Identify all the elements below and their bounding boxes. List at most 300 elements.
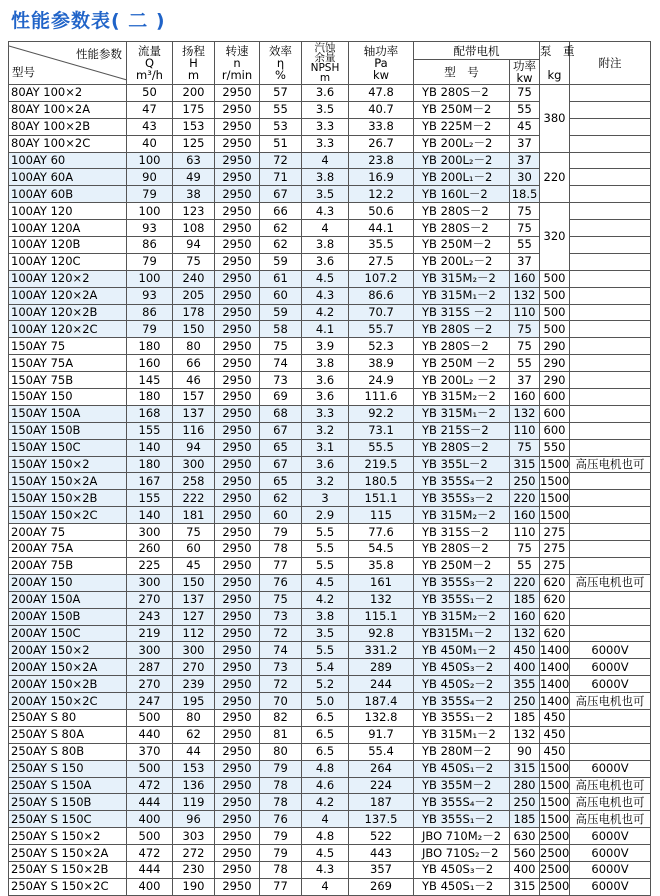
cell-n: 2950 <box>215 743 260 760</box>
cell-motor-model: YB 315M₂－2 <box>414 270 510 287</box>
cell-h: 195 <box>173 693 215 710</box>
cell-note: 6000V <box>570 861 651 878</box>
cell-h: 270 <box>173 659 215 676</box>
cell-q: 444 <box>127 794 173 811</box>
cell-weight: 1500 <box>540 761 570 776</box>
cell-motor-kw: 132 <box>510 287 540 304</box>
cell-n: 2950 <box>215 642 260 659</box>
cell-note <box>570 541 651 558</box>
cell-eta: 73 <box>260 372 302 389</box>
cell-model: 200AY 150×2B <box>9 676 127 693</box>
cell-n: 2950 <box>215 608 260 625</box>
table-row <box>9 287 651 304</box>
cell-motor-kw: 55 <box>510 237 540 254</box>
cell-npsh: 4.6 <box>302 777 349 794</box>
cell-n: 2950 <box>215 777 260 794</box>
cell-pa: 44.1 <box>349 220 414 237</box>
header-efficiency: 效率 η % <box>260 42 302 85</box>
cell-h: 80 <box>173 709 215 726</box>
cell-eta: 59 <box>260 253 302 270</box>
cell-model: 150AY 150×2C <box>9 507 127 524</box>
cell-weight: 2500 <box>540 828 570 843</box>
cell-motor-model: JBO 710M₂－2 <box>414 828 510 845</box>
cell-npsh: 4.1 <box>302 321 349 338</box>
cell-q: 180 <box>127 389 173 406</box>
cell-motor-kw: 315 <box>510 456 540 473</box>
table-row <box>9 845 651 862</box>
cell-pa: 40.7 <box>349 101 414 118</box>
header-note: 附注 <box>570 42 651 85</box>
cell-pa: 264 <box>349 760 414 777</box>
cell-h: 45 <box>173 557 215 574</box>
cell-eta: 81 <box>260 726 302 743</box>
cell-weight: 275 <box>540 524 570 541</box>
cell-motor-model: YB 315M₁－2 <box>414 726 510 743</box>
cell-motor-model: YB 450S₁－2 <box>414 878 510 895</box>
header-flow: 流量 Q m³/h <box>127 42 173 85</box>
cell-q: 40 <box>127 135 173 152</box>
cell-pa: 269 <box>349 878 414 895</box>
cell-h: 96 <box>173 811 215 828</box>
cell-npsh: 5.5 <box>302 557 349 574</box>
cell-eta: 72 <box>260 676 302 693</box>
cell-model: 80AY 100×2 <box>9 85 127 102</box>
cell-n: 2950 <box>215 507 260 524</box>
cell-npsh: 4.5 <box>302 574 349 591</box>
cell-eta: 60 <box>260 287 302 304</box>
page-title: 性能参数表( 二 ) <box>11 10 166 32</box>
cell-h: 112 <box>173 625 215 642</box>
cell-weight: 450 <box>540 743 570 760</box>
cell-pa: 92.8 <box>349 625 414 642</box>
cell-q: 50 <box>127 85 173 102</box>
cell-pa: 33.8 <box>349 118 414 135</box>
cell-note <box>570 203 651 220</box>
cell-n: 2950 <box>215 541 260 558</box>
cell-q: 79 <box>127 253 173 270</box>
table-row <box>9 861 651 878</box>
cell-motor-kw: 315 <box>510 878 540 895</box>
cell-q: 472 <box>127 845 173 862</box>
cell-q: 500 <box>127 828 173 845</box>
cell-npsh: 5.4 <box>302 659 349 676</box>
cell-motor-kw: 185 <box>510 591 540 608</box>
cell-eta: 79 <box>260 760 302 777</box>
cell-weight: 290 <box>540 355 570 372</box>
cell-weight: 1500 <box>540 473 570 488</box>
cell-q: 100 <box>127 270 173 287</box>
table-row <box>9 608 651 625</box>
cell-motor-model: YB 355L－2 <box>414 456 510 473</box>
cell-n: 2950 <box>215 237 260 254</box>
cell-motor-kw: 37 <box>510 253 540 270</box>
cell-npsh: 4.8 <box>302 828 349 845</box>
cell-eta: 79 <box>260 828 302 845</box>
cell-npsh: 4.5 <box>302 845 349 862</box>
cell-pa: 187 <box>349 794 414 811</box>
cell-eta: 65 <box>260 473 302 490</box>
cell-q: 260 <box>127 541 173 558</box>
cell-q: 79 <box>127 321 173 338</box>
cell-h: 240 <box>173 270 215 287</box>
cell-motor-kw: 55 <box>510 557 540 574</box>
cell-n: 2950 <box>215 338 260 355</box>
cell-pa: 132 <box>349 591 414 608</box>
cell-n: 2950 <box>215 135 260 152</box>
cell-n: 2950 <box>215 794 260 811</box>
cell-weight: 1400 <box>540 676 570 691</box>
cell-npsh: 4 <box>302 811 349 828</box>
cell-note: 6000V <box>570 845 651 862</box>
cell-pa: 86.6 <box>349 287 414 304</box>
table-row <box>9 389 651 406</box>
cell-pa: 132.8 <box>349 709 414 726</box>
cell-q: 180 <box>127 338 173 355</box>
cell-motor-kw: 560 <box>510 845 540 862</box>
cell-motor-kw: 250 <box>510 473 540 490</box>
cell-motor-kw: 315 <box>510 760 540 777</box>
cell-n: 2950 <box>215 878 260 895</box>
cell-motor-model: YB 250M－2 <box>414 101 510 118</box>
cell-n: 2950 <box>215 152 260 169</box>
cell-npsh: 3.6 <box>302 372 349 389</box>
cell-note <box>570 709 651 726</box>
cell-weight: 1500 <box>540 794 570 809</box>
cell-q: 400 <box>127 811 173 828</box>
cell-motor-kw: 55 <box>510 355 540 372</box>
cell-motor-kw: 30 <box>510 169 540 186</box>
cell-npsh: 3.2 <box>302 422 349 439</box>
cell-motor-kw: 75 <box>510 338 540 355</box>
cell-pa: 12.2 <box>349 186 414 203</box>
cell-n: 2950 <box>215 473 260 490</box>
cell-motor-model: YB 355S₄－2 <box>414 693 510 710</box>
cell-motor-kw: 45 <box>510 118 540 135</box>
table-row <box>9 372 651 389</box>
cell-q: 440 <box>127 726 173 743</box>
cell-motor-kw: 160 <box>510 507 540 524</box>
cell-motor-model: YB 355S₃－2 <box>414 574 510 591</box>
cell-motor-kw: 280 <box>510 777 540 794</box>
cell-weight: 500 <box>540 304 570 321</box>
cell-eta: 60 <box>260 507 302 524</box>
cell-motor-model: YB 160L－2 <box>414 186 510 203</box>
cell-pa: 219.5 <box>349 456 414 473</box>
cell-motor-kw: 160 <box>510 608 540 625</box>
cell-q: 300 <box>127 524 173 541</box>
cell-eta: 62 <box>260 237 302 254</box>
cell-eta: 71 <box>260 169 302 186</box>
cell-h: 123 <box>173 203 215 220</box>
cell-motor-model: YB 200L₂－2 <box>414 253 510 270</box>
cell-model: 100AY 60A <box>9 169 127 186</box>
cell-eta: 66 <box>260 203 302 220</box>
cell-note: 6000V <box>570 676 651 693</box>
cell-model: 200AY 150×2 <box>9 642 127 659</box>
cell-n: 2950 <box>215 304 260 321</box>
cell-note: 6000V <box>570 760 651 777</box>
table-row <box>9 676 651 693</box>
cell-note <box>570 405 651 422</box>
cell-n: 2950 <box>215 203 260 220</box>
header-pump-weight: 泵 重 kg <box>540 42 570 85</box>
cell-pa: 70.7 <box>349 304 414 321</box>
cell-h: 157 <box>173 389 215 406</box>
table-row <box>9 507 651 524</box>
cell-npsh: 3.8 <box>302 355 349 372</box>
cell-motor-kw: 75 <box>510 203 540 220</box>
cell-eta: 67 <box>260 186 302 203</box>
cell-weight: 275 <box>540 557 570 574</box>
table-row <box>9 642 651 659</box>
cell-eta: 79 <box>260 845 302 862</box>
cell-motor-kw: 75 <box>510 321 540 338</box>
cell-n: 2950 <box>215 287 260 304</box>
cell-motor-kw: 55 <box>510 101 540 118</box>
cell-pa: 161 <box>349 574 414 591</box>
cell-weight: 550 <box>540 439 570 456</box>
cell-npsh: 4.2 <box>302 304 349 321</box>
cell-npsh: 4.2 <box>302 794 349 811</box>
cell-model: 100AY 120B <box>9 237 127 254</box>
cell-weight: 1500 <box>540 457 570 472</box>
cell-model: 100AY 120A <box>9 220 127 237</box>
cell-n: 2950 <box>215 625 260 642</box>
cell-pa: 92.2 <box>349 405 414 422</box>
cell-n: 2950 <box>215 659 260 676</box>
cell-n: 2950 <box>215 85 260 102</box>
cell-pa: 357 <box>349 861 414 878</box>
cell-pa: 115 <box>349 507 414 524</box>
table-row <box>9 338 651 355</box>
cell-npsh: 4.3 <box>302 203 349 220</box>
cell-h: 175 <box>173 101 215 118</box>
table-row <box>9 321 651 338</box>
table-row <box>9 473 651 490</box>
cell-pa: 244 <box>349 676 414 693</box>
cell-eta: 51 <box>260 135 302 152</box>
table-row <box>9 709 651 726</box>
cell-n: 2950 <box>215 220 260 237</box>
cell-h: 66 <box>173 355 215 372</box>
cell-eta: 62 <box>260 220 302 237</box>
cell-motor-model: YB 315S－2 <box>414 524 510 541</box>
cell-note <box>570 439 651 456</box>
cell-model: 150AY 75B <box>9 372 127 389</box>
cell-q: 444 <box>127 861 173 878</box>
cell-weight: 450 <box>540 709 570 726</box>
cell-eta: 75 <box>260 338 302 355</box>
cell-eta: 76 <box>260 811 302 828</box>
header-perf-params: 性能参数 <box>76 47 122 61</box>
cell-h: 75 <box>173 253 215 270</box>
cell-pa: 35.8 <box>349 557 414 574</box>
cell-n: 2950 <box>215 169 260 186</box>
cell-weight: 290 <box>540 372 570 389</box>
cell-model: 150AY 150C <box>9 439 127 456</box>
cell-npsh: 2.9 <box>302 507 349 524</box>
cell-note <box>570 186 651 203</box>
cell-q: 100 <box>127 203 173 220</box>
cell-q: 219 <box>127 625 173 642</box>
cell-h: 119 <box>173 794 215 811</box>
cell-pa: 522 <box>349 828 414 845</box>
cell-n: 2950 <box>215 270 260 287</box>
cell-pa: 23.8 <box>349 152 414 169</box>
cell-weight: 600 <box>540 389 570 406</box>
cell-h: 137 <box>173 591 215 608</box>
cell-q: 500 <box>127 760 173 777</box>
table-row <box>9 422 651 439</box>
cell-n: 2950 <box>215 524 260 541</box>
cell-npsh: 6.5 <box>302 726 349 743</box>
header-motor-model: 型 号 <box>414 60 510 85</box>
cell-motor-kw: 132 <box>510 625 540 642</box>
cell-motor-model: YB 215S－2 <box>414 422 510 439</box>
table-row <box>9 625 651 642</box>
cell-npsh: 5.5 <box>302 541 349 558</box>
cell-eta: 58 <box>260 321 302 338</box>
cell-pa: 50.6 <box>349 203 414 220</box>
cell-motor-model: YB 200L₂－2 <box>414 135 510 152</box>
cell-model: 150AY 150A <box>9 405 127 422</box>
cell-model: 80AY 100×2A <box>9 101 127 118</box>
cell-note <box>570 118 651 135</box>
cell-weight: 1500 <box>540 811 570 826</box>
cell-pa: 24.9 <box>349 372 414 389</box>
cell-npsh: 4.5 <box>302 270 349 287</box>
cell-model: 100AY 60 <box>9 152 127 169</box>
cell-note <box>570 287 651 304</box>
cell-h: 116 <box>173 422 215 439</box>
cell-motor-model: YB 280S－2 <box>414 220 510 237</box>
cell-n: 2950 <box>215 828 260 845</box>
cell-n: 2950 <box>215 726 260 743</box>
cell-npsh: 3.8 <box>302 169 349 186</box>
cell-n: 2950 <box>215 709 260 726</box>
cell-pa: 180.5 <box>349 473 414 490</box>
cell-npsh: 3 <box>302 490 349 507</box>
cell-motor-model: YB 280S－2 <box>414 85 510 102</box>
cell-h: 300 <box>173 642 215 659</box>
cell-model: 250AY S 150×2C <box>9 878 127 895</box>
cell-motor-model: YB 450M₁－2 <box>414 642 510 659</box>
cell-pa: 77.6 <box>349 524 414 541</box>
table-row <box>9 85 651 102</box>
cell-h: 181 <box>173 507 215 524</box>
cell-pa: 55.4 <box>349 743 414 760</box>
cell-model: 100AY 120×2A <box>9 287 127 304</box>
cell-weight: 1500 <box>540 507 570 522</box>
cell-motor-model: YB 450S₁－2 <box>414 760 510 777</box>
table-row <box>9 878 651 895</box>
table-row <box>9 557 651 574</box>
cell-h: 303 <box>173 828 215 845</box>
cell-n: 2950 <box>215 439 260 456</box>
cell-pa: 54.5 <box>349 541 414 558</box>
cell-motor-kw: 75 <box>510 439 540 456</box>
cell-weight: 275 <box>540 541 570 558</box>
cell-npsh: 3.5 <box>302 186 349 203</box>
cell-n: 2950 <box>215 861 260 878</box>
cell-model: 250AY S 150 <box>9 760 127 777</box>
cell-npsh: 3.3 <box>302 118 349 135</box>
cell-n: 2950 <box>215 693 260 710</box>
cell-n: 2950 <box>215 456 260 473</box>
cell-motor-kw: 160 <box>510 270 540 287</box>
cell-note: 6000V <box>570 828 651 845</box>
cell-weight: 1500 <box>540 777 570 792</box>
cell-motor-model: YB 355S₁－2 <box>414 811 510 828</box>
table-row <box>9 490 651 507</box>
cell-npsh: 3.9 <box>302 338 349 355</box>
cell-q: 155 <box>127 490 173 507</box>
cell-npsh: 3.6 <box>302 456 349 473</box>
cell-pa: 26.7 <box>349 135 414 152</box>
cell-q: 287 <box>127 659 173 676</box>
cell-note <box>570 304 651 321</box>
cell-npsh: 4 <box>302 878 349 895</box>
cell-q: 140 <box>127 439 173 456</box>
cell-weight: 2500 <box>540 879 570 894</box>
cell-note <box>570 152 651 169</box>
cell-model: 200AY 75A <box>9 541 127 558</box>
cell-model: 100AY 120 <box>9 203 127 220</box>
cell-note <box>570 389 651 406</box>
cell-n: 2950 <box>215 321 260 338</box>
cell-motor-model: YB 250M－2 <box>414 237 510 254</box>
cell-pa: 55.7 <box>349 321 414 338</box>
header-model: 型号 <box>12 65 35 79</box>
cell-q: 500 <box>127 709 173 726</box>
cell-npsh: 3.1 <box>302 439 349 456</box>
cell-weight: 290 <box>540 338 570 355</box>
table-row <box>9 524 651 541</box>
cell-pa: 137.5 <box>349 811 414 828</box>
table-row <box>9 659 651 676</box>
cell-q: 167 <box>127 473 173 490</box>
cell-q: 86 <box>127 237 173 254</box>
cell-weight: 1400 <box>540 659 570 674</box>
cell-model: 250AY S 80B <box>9 743 127 760</box>
cell-q: 243 <box>127 608 173 625</box>
cell-weight: 620 <box>540 574 570 591</box>
cell-note <box>570 625 651 642</box>
cell-eta: 55 <box>260 101 302 118</box>
cell-model: 200AY 150B <box>9 608 127 625</box>
cell-model: 150AY 150B <box>9 422 127 439</box>
cell-model: 250AY S 80A <box>9 726 127 743</box>
cell-note: 高压电机也可 <box>570 693 651 710</box>
cell-model: 200AY 75B <box>9 557 127 574</box>
cell-weight: 1400 <box>540 693 570 708</box>
cell-n: 2950 <box>215 405 260 422</box>
cell-weight: 620 <box>540 591 570 608</box>
cell-model: 100AY 120×2C <box>9 321 127 338</box>
cell-motor-model: YB 355S₁－2 <box>414 709 510 726</box>
cell-model: 250AY S 150×2 <box>9 828 127 845</box>
cell-motor-kw: 37 <box>510 135 540 152</box>
cell-eta: 78 <box>260 541 302 558</box>
cell-h: 49 <box>173 169 215 186</box>
cell-motor-kw: 75 <box>510 85 540 102</box>
cell-pa: 38.9 <box>349 355 414 372</box>
cell-pa: 111.6 <box>349 389 414 406</box>
table-row <box>9 777 651 794</box>
cell-motor-kw: 110 <box>510 304 540 321</box>
cell-note <box>570 473 651 490</box>
cell-q: 168 <box>127 405 173 422</box>
